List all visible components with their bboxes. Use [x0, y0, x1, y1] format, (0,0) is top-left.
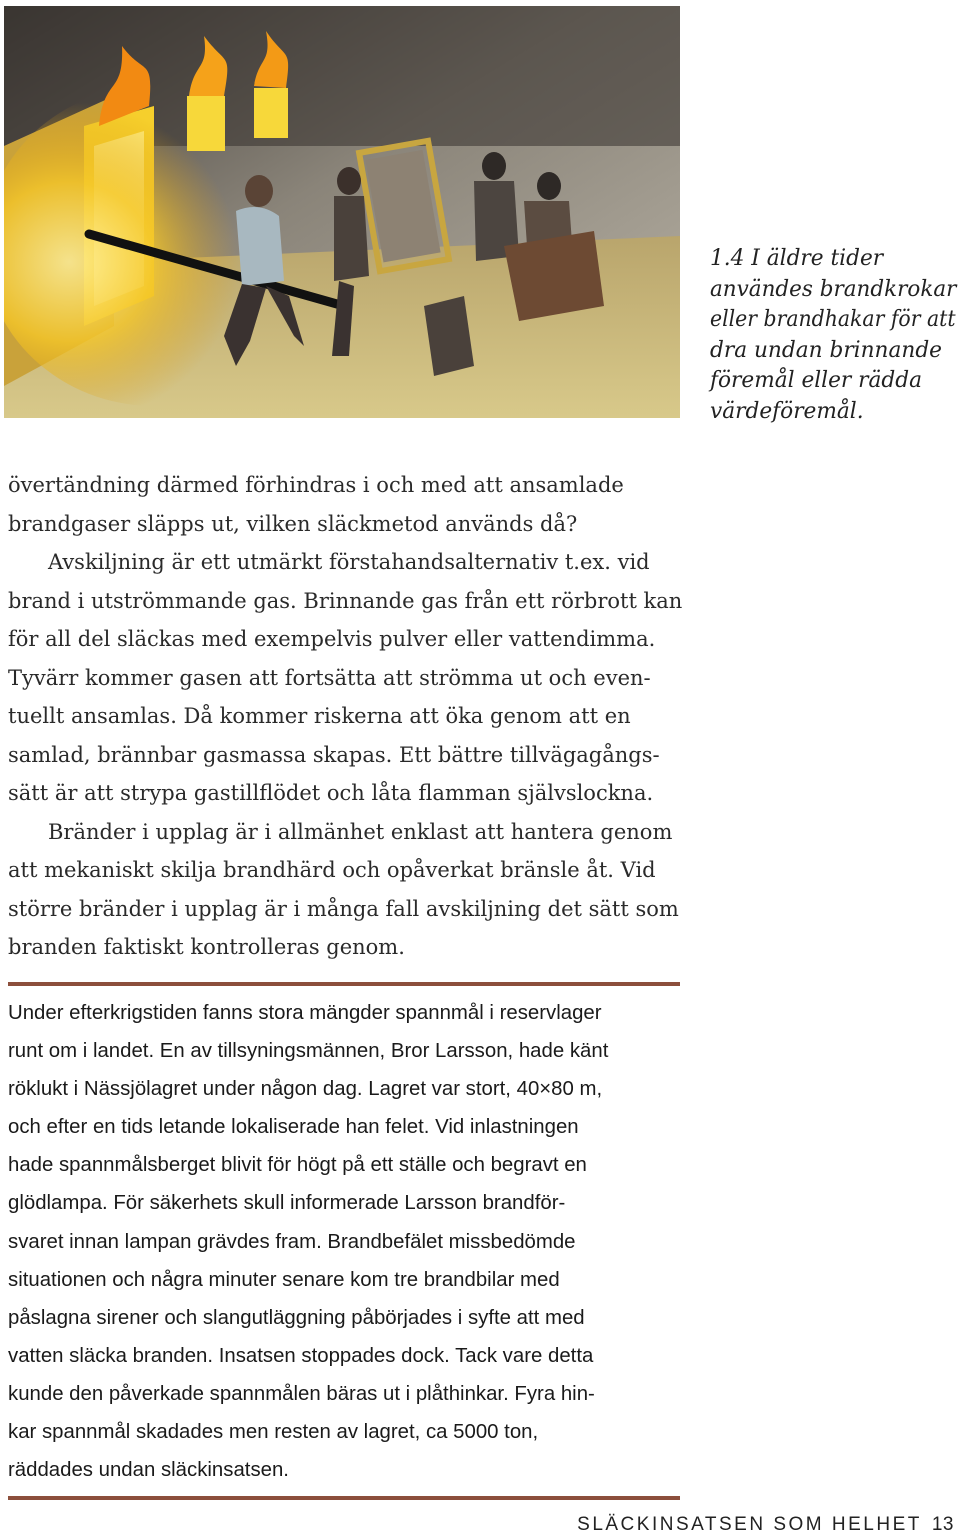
body-line: större bränder i upplag är i många fall avskiljning det sätt som [8, 896, 679, 921]
box-line: Under efterkrigstiden fanns stora mängder spannmål i reservlager [8, 1001, 602, 1024]
box-line: runt om i landet. En av tillsyningsmännen, Bror Larsson, hade känt [8, 1039, 609, 1063]
page-number: 13 [931, 1514, 954, 1535]
box-line: svaret innan lampan grävdes fram. Brandbefälet missbedömde [8, 1229, 576, 1253]
body-line: sätt är att strypa gastillflödet och låta flamman självslockna. [8, 781, 654, 805]
box-line: påslagna sirener och slangutläggning påbörjades i syfte att med [8, 1305, 585, 1329]
body-line: Bränder i upplag är i allmänhet enklast att hantera genom [48, 819, 673, 844]
caption-line: dra undan brinnande [710, 337, 943, 363]
box-line: glödlampa. För säkerhets skull informerade Larsson brandför- [8, 1191, 566, 1215]
box-line: situationen och några minuter senare kom tre brandbilar med [8, 1267, 560, 1291]
box-top-rule [8, 982, 680, 986]
body-line: tuellt ansamlas. Då kommer riskerna att öka genom att en [8, 704, 631, 728]
body-line: för all del släckas med exempelvis pulver eller vattendimma. [8, 627, 656, 651]
body-line: branden faktiskt kontrolleras genom. [8, 935, 405, 959]
page-footer [577, 1514, 954, 1536]
body-text [8, 466, 684, 967]
body-line: brand i utströmmande gas. Brinnande gas från ett rörbrott kan [8, 588, 683, 613]
running-section-title: SLÄCKINSATSEN SOM HELHET [577, 1514, 922, 1535]
box-line: kunde den påverkade spannmålen bäras ut i plåthinkar. Fyra hin- [8, 1381, 595, 1405]
painting-icon [4, 6, 680, 418]
box-line: röklukt i Nässjölagret under någon dag. Lagret var stort, 40×80 m, [8, 1077, 603, 1101]
body-line: brandgaser släpps ut, vilken släckmetod används då? [8, 511, 578, 536]
box-line: hade spannmålsberget blivit för högt på ett ställe och begravt en [8, 1153, 587, 1177]
caption-line: 1.4 I äldre tider [710, 246, 884, 271]
body-line: samlad, brännbar gasmassa skapas. Ett bättre tillvägagångs- [8, 742, 660, 767]
box-bottom-rule [8, 1496, 680, 1500]
figure-caption [710, 244, 960, 427]
body-line: Avskiljning är ett utmärkt förstahandsalternativ t.ex. vid [48, 550, 650, 574]
body-line: övertändning därmed förhindras i och med att ansamlade [8, 473, 624, 497]
box-line: kar spannmål skadades men resten av lagret, ca 5000 ton, [8, 1420, 539, 1444]
fact-box-text [8, 994, 684, 1489]
caption-line: eller brandhakar för att [710, 307, 956, 332]
fire-illustration [4, 6, 680, 418]
caption-line: föremål eller rädda [710, 368, 923, 393]
box-line: räddades undan släckinsatsen. [8, 1458, 289, 1482]
body-line: att mekaniskt skilja brandhärd och opåverkat bränsle åt. Vid [8, 858, 656, 882]
box-line: och efter en tids letande lokaliserade han felet. Vid inlastningen [8, 1115, 579, 1139]
body-line: Tyvärr kommer gasen att fortsätta att strömma ut och even- [8, 665, 651, 690]
caption-line: värdeföremål. [710, 398, 864, 424]
caption-line: användes brandkrokar [710, 276, 957, 302]
box-line: vatten släcka branden. Insatsen stoppades dock. Tack vare detta [8, 1343, 594, 1367]
